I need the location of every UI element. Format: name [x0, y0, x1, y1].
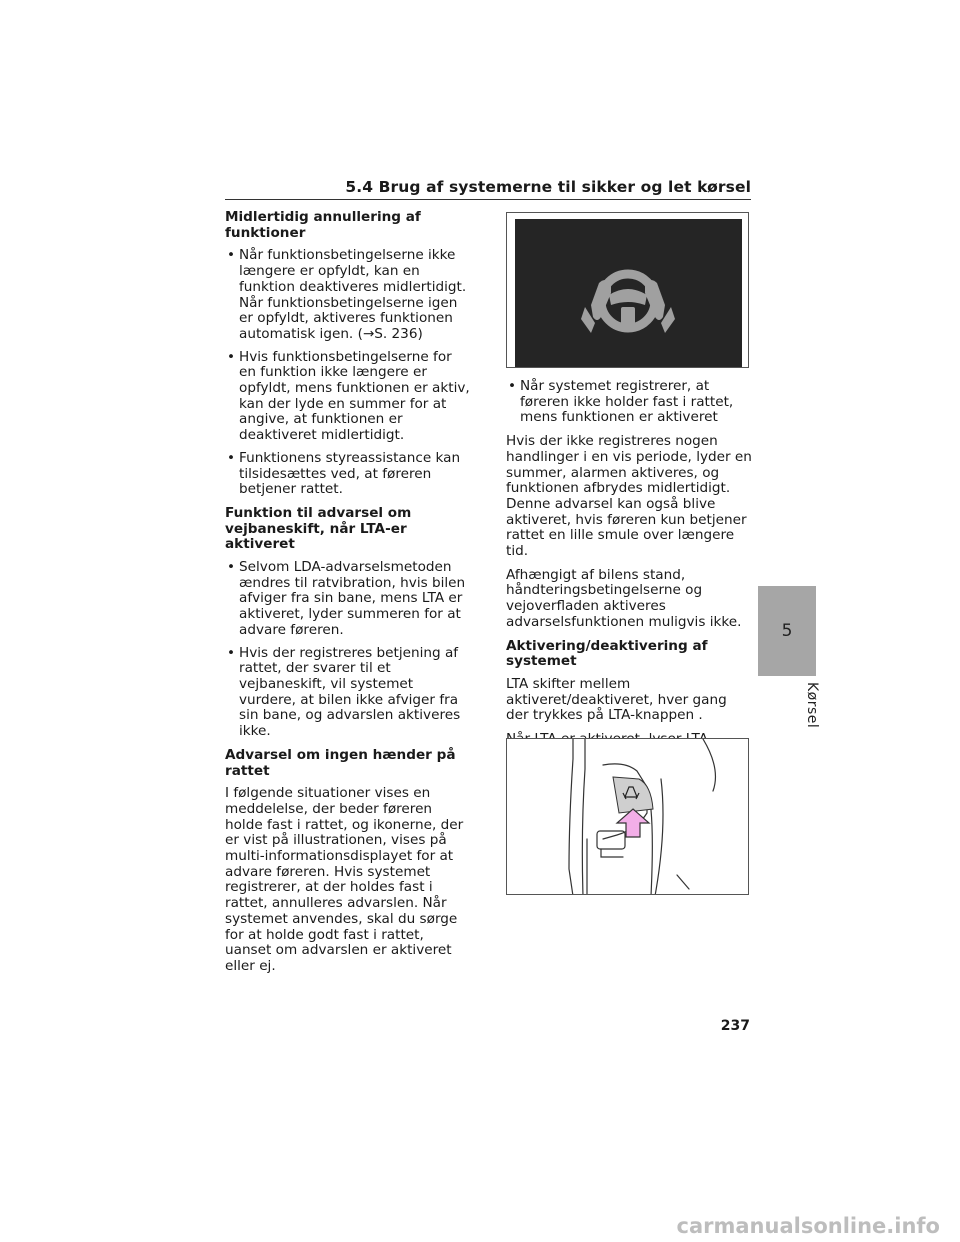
steering-wheel-switch-illustration: [507, 739, 749, 895]
paragraph-no-action: Hvis der ikke registreres nogen handlinger i en vis periode, lyder en summer, alarmen aktiveres, og funktionen afbrydes midlertidigt. Denne advarsel kan også blive aktiveret, hvis føreren kun betjener rattet en lille smule over længere tid.: [506, 433, 752, 560]
list-item: • Hvis der registreres betjening af rattet, der svarer til et vejbaneskift, vil systemet vurdere, at bilen ikke afviger fra sin bane, og advarslen aktiveres ikke.: [225, 646, 471, 740]
figure-lta-button: [506, 738, 749, 895]
figure-hands-off-display: [506, 212, 749, 368]
heading-lane-change-warning: Funktion til advarsel om vejbaneskift, når LTA-er aktiveret: [225, 504, 412, 553]
paragraph-hands-off-warning: I følgende situationer vises en meddelelse, der beder føreren holde fast i rattet, og ikonerne, der er vist på illustrationen, vises på multi-informationsdisplayet for at advare føreren. Hvis systemet registrerer, at der holdes fast i rattet, annulleres advarslen. Når systemet anvendes, skal du sørge for at holde godt fast i rattet, uanset om advarslen er aktiveret eller ej.: [225, 785, 464, 974]
list-lane-change-warning: [225, 560, 471, 740]
chapter-title: Kørsel: [804, 682, 820, 729]
list-item: • Selvom LDA-advarselsmetoden ændres til ratvibration, hvis bilen afviger fra sin bane, mens LTA er aktiveret, lyder summeren for at advare føreren.: [225, 560, 471, 639]
paragraph-vehicle-condition: Afhængigt af bilens stand, håndteringsbetingelserne og vejoverfladen aktiveres advarselsfunktionen muligvis ikke.: [506, 566, 742, 630]
lta-button: [613, 777, 653, 813]
heading-activation: Aktivering/deaktivering af systemet: [506, 637, 708, 670]
multi-information-display: [515, 219, 742, 367]
heading-temporary-cancellation: Midlertidig annullering af funktioner: [225, 209, 421, 241]
chapter-tab: [758, 586, 816, 676]
section-header: 5.4 Brug af systemerne til sikker og let kørsel: [225, 178, 751, 200]
paragraph-lta-toggle: LTA skifter mellem aktiveret/deaktiveret, hver gang der trykkes på LTA-knappen .: [506, 675, 727, 724]
heading-hands-off-warning: Advarsel om ingen hænder på rattet: [225, 746, 456, 779]
hands-on-steering-wheel-icon: [515, 219, 742, 367]
list-temporary-cancellation: [225, 248, 471, 498]
page-number: 237: [720, 1018, 750, 1034]
right-column: [506, 379, 752, 771]
list-item: • Når systemet registrerer, at føreren ikke holder fast i rattet, mens funktionen er aktiveret: [506, 379, 752, 426]
list-hands-off-condition: [506, 379, 752, 426]
watermark: carmanualsonline.info: [676, 1214, 940, 1238]
list-item: • Funktionens styreassistance kan tilsidesættes ved, at føreren betjener rattet.: [225, 451, 471, 498]
left-column: [225, 210, 471, 983]
list-item: • Når funktionsbetingelserne ikke længere er opfyldt, kan en funktion deaktiveres midlertidigt. Når funktionsbetingelserne igen er opfyldt, aktiveres funktionen automatisk igen. (→S. 236): [225, 248, 471, 342]
chapter-number: 5: [781, 621, 793, 641]
list-item: • Hvis funktionsbetingelserne for en funktion ikke længere er opfyldt, mens funktionen er aktiv, kan der lyde en summer for at angive, at funktionen er deaktiveret midlertidigt.: [225, 350, 471, 444]
